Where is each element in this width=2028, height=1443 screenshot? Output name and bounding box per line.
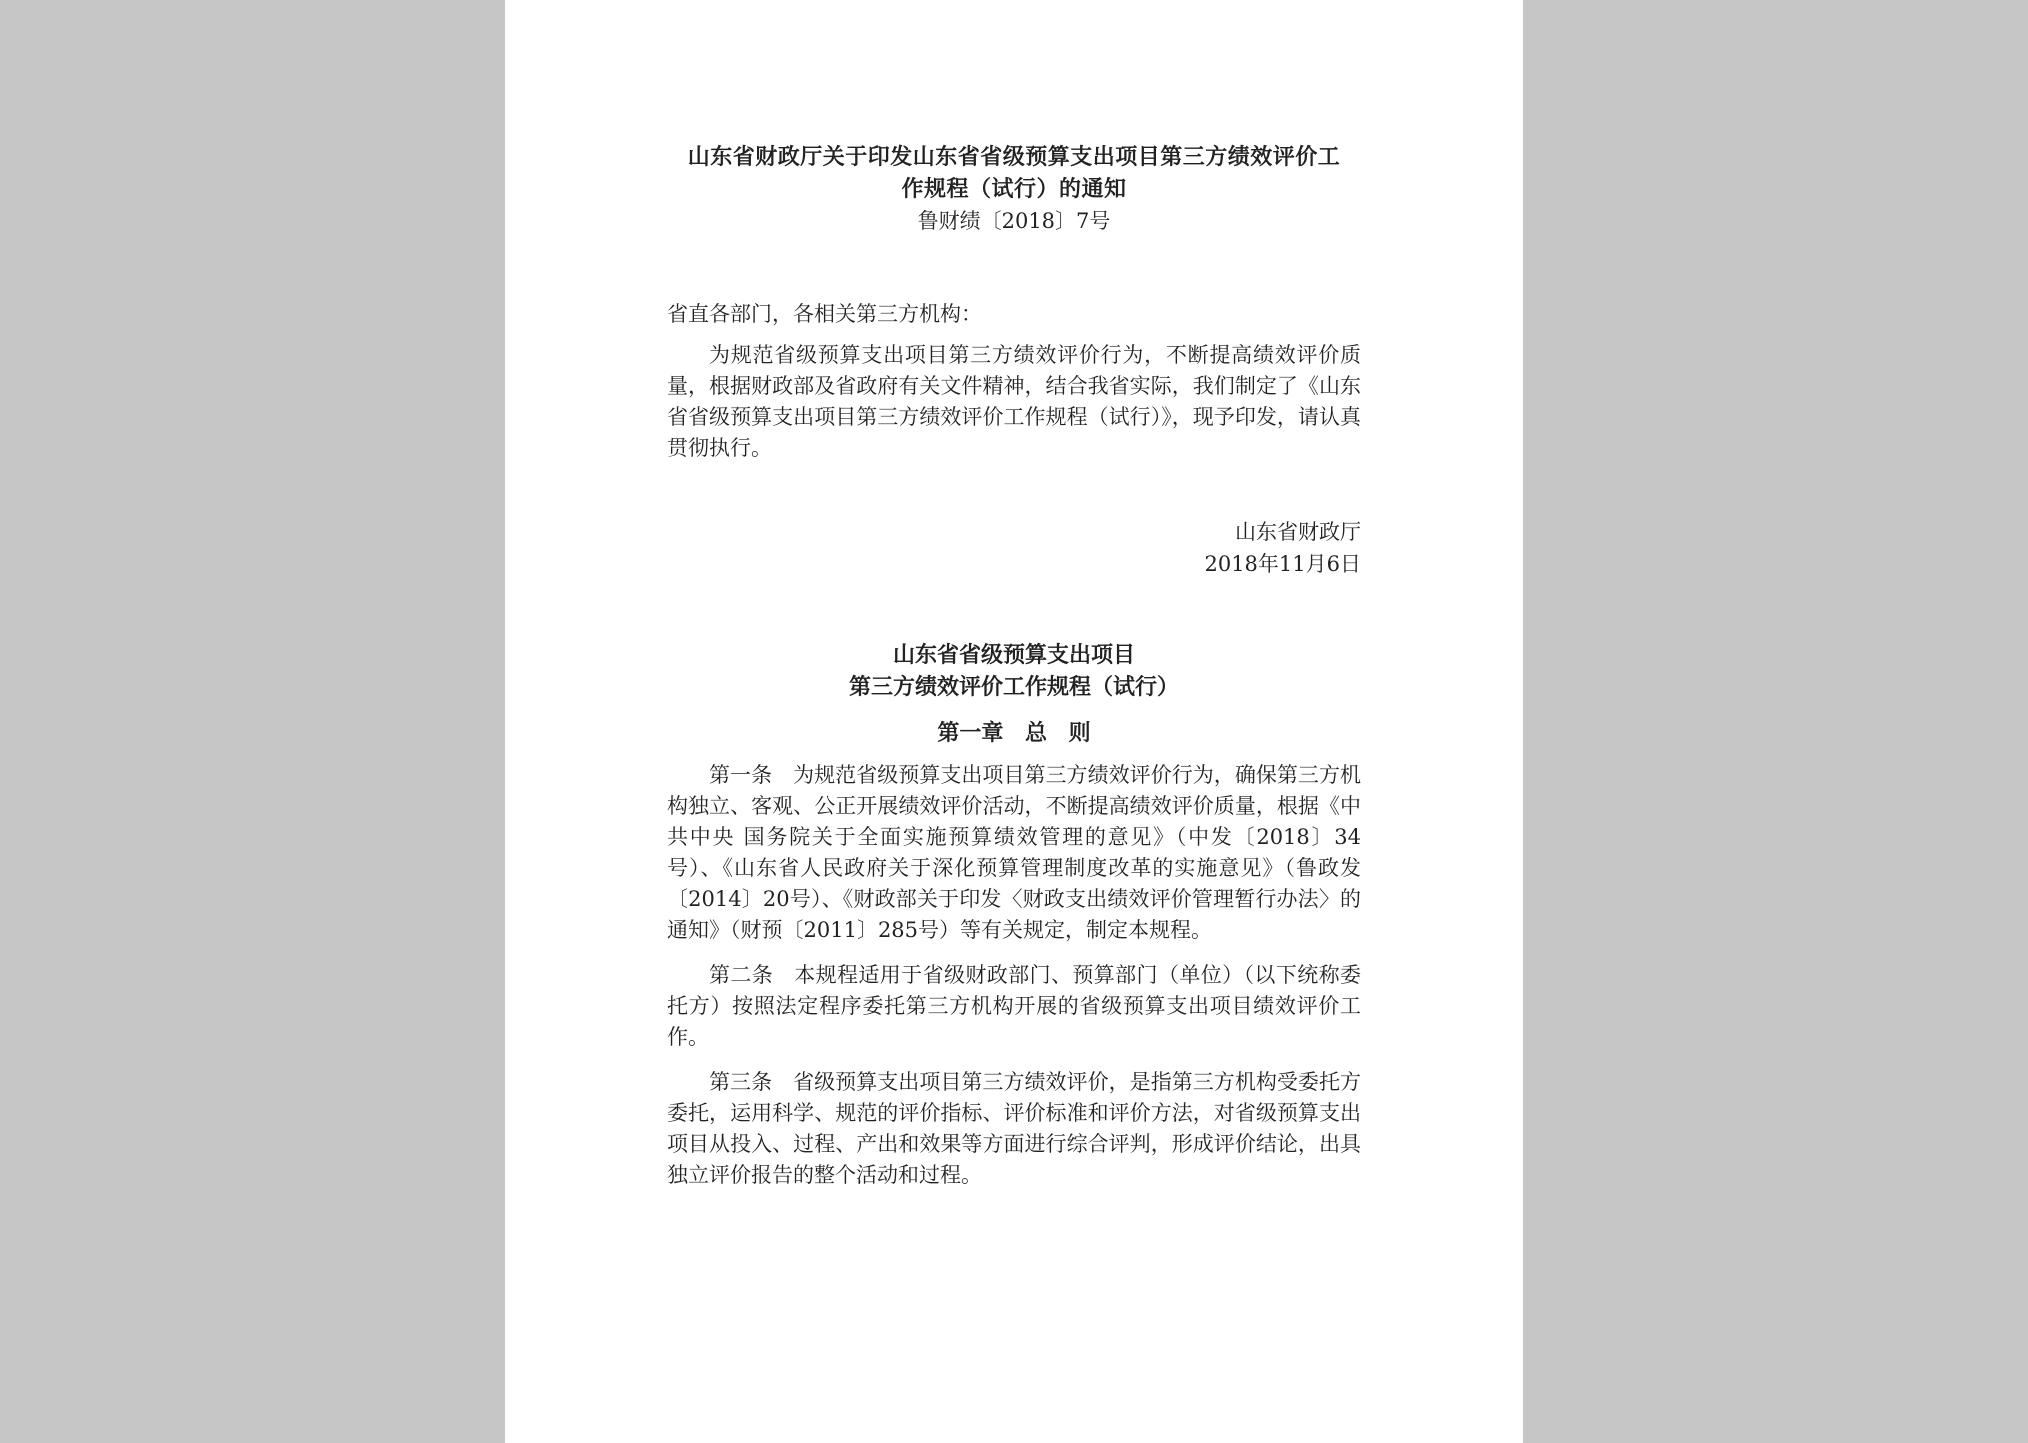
document-page <box>505 0 1523 1443</box>
regulation-title <box>667 640 1361 704</box>
document-number: 鲁财绩〔2018〕7号 <box>917 209 1111 233</box>
notice-title <box>667 142 1361 206</box>
article-3-text: 省级预算支出项目第三方绩效评价，是指第三方机构受委托方委托，运用科学、规范的评价指标、评价标准和评价方法，对省级预算支出项目从投入、过程、产出和效果等方面进行综合评判，形成评价结论，出具独立评价报告的整个活动和过程。 <box>667 1070 1362 1187</box>
issuer: 山东省财政厅 <box>1235 520 1361 544</box>
article-1-text: 为规范省级预算支出项目第三方绩效评价行为，确保第三方机构独立、客观、公正开展绩效评价活动，不断提高绩效评价质量，根据《中共中央 国务院关于全面实施预算绩效管理的意见》（中发〔2018〕34号）、《山东省人民政府关于深化预算管理制度改革的实施意见》（鲁政发〔2014〕20号）、《财政部关于印发〈财政支出绩效评价管理暂行办法〉的通知》（财预〔2011〕285号）等有关规定，制定本规程。 <box>667 763 1362 942</box>
notice-title-line1: 山东省财政厅关于印发山东省省级预算支出项目第三方绩效评价工 <box>687 145 1341 170</box>
article-3 <box>667 1067 1361 1191</box>
article-2-label: 第二条 <box>709 963 774 987</box>
notice-title-line2: 作规程（试行）的通知 <box>901 177 1127 202</box>
regulation-title-line2: 第三方绩效评价工作规程（试行） <box>848 675 1179 700</box>
issue-date: 2018年11月6日 <box>1204 552 1361 576</box>
article-2 <box>667 960 1361 1053</box>
article-2-text: 本规程适用于省级财政部门、预算部门（单位）（以下统称委托方）按照法定程序委托第三方机构开展的省级预算支出项目绩效评价工作。 <box>667 963 1362 1049</box>
signature-block <box>667 516 1361 580</box>
regulation-title-line1: 山东省省级预算支出项目 <box>892 643 1135 668</box>
chapter-heading: 第一章 总 则 <box>937 721 1091 746</box>
addressee: 省直各部门，各相关第三方机构： <box>667 302 982 326</box>
article-3-label: 第三条 <box>709 1070 773 1094</box>
article-1 <box>667 760 1361 946</box>
notice-body-paragraph: 为规范省级预算支出项目第三方绩效评价行为，不断提高绩效评价质量，根据财政部及省政府有关文件精神，结合我省实际，我们制定了《山东省省级预算支出项目第三方绩效评价工作规程（试行）》，现予印发，请认真贯彻执行。 <box>667 343 1361 460</box>
article-1-label: 第一条 <box>709 763 773 787</box>
